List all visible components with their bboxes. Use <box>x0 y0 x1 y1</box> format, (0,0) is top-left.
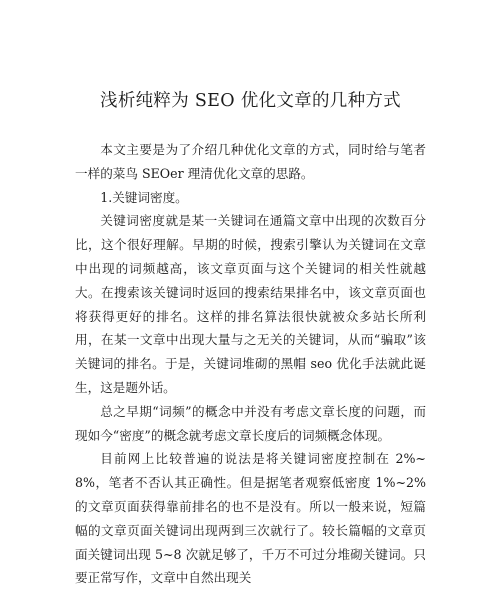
document-title: 浅析纯粹为 SEO 优化文章的几种方式 <box>100 91 401 111</box>
body-paragraph: 总之早期“词频”的概念中并没有考虑文章长度的问题，而现如今“密度”的概念就考虑文章长度后的词频概念体现。 <box>75 403 426 443</box>
body-paragraph: 目前网上比较普遍的说法是将关键词密度控制在 2%~8%，笔者不否认其正确性。但是据笔者观察低密度 1%~2%的文章页面获得靠前排名的也不是没有。所以一般来说，短篇幅的文章页面关键词出现两到三次就行了。较长篇幅的文章页面关键词出现 5~8 次就足够了，千万不可过分堆砌关键词。只要正常写作，文章中自然出现关 <box>75 451 426 586</box>
intro-paragraph: 本文主要是为了介绍几种优化文章的方式，同时给与笔者一样的菜鸟 SEOer 理清优化文章的思路。 <box>75 142 426 181</box>
body-paragraph: 关键词密度就是某一关键词在通篇文章中出现的次数百分比，这个很好理解。早期的时候，搜索引擎认为关键词在文章中出现的词频越高，该文章页面与这个关键词的相关性就越大。在搜索该关键词时返回的搜索结果排名中，该文章页面也将获得更好的排名。这样的排名算法很快就被众多站长所利用，在某一文章中出现大量与之无关的关键词，从而“骗取”该关键词的排名。于是，关键词堆砌的黑帽 seo 优化手法就此诞生，这是题外话。 <box>75 213 426 395</box>
section-heading: 1.关键词密度。 <box>100 189 188 205</box>
